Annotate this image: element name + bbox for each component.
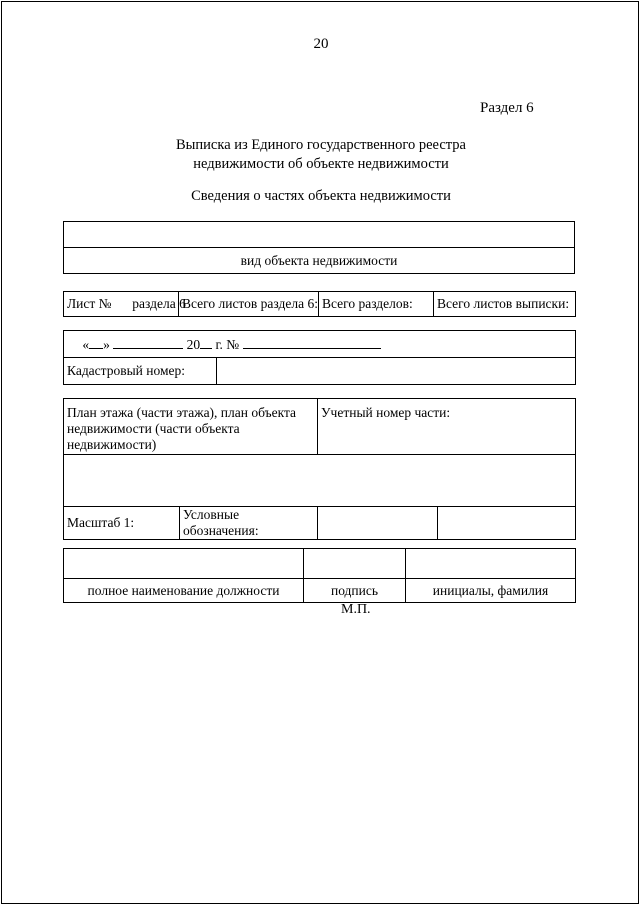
sheet-info-table bbox=[63, 291, 576, 317]
section-label: Раздел 6 bbox=[480, 100, 534, 116]
title-line-2: недвижимости об объекте недвижимости bbox=[193, 156, 449, 172]
plan-table bbox=[63, 398, 576, 540]
date-open-quote: « bbox=[82, 336, 90, 352]
name-field[interactable] bbox=[406, 549, 576, 579]
day-blank[interactable] bbox=[89, 336, 103, 349]
year-suffix: г. № bbox=[215, 336, 240, 352]
stamp-placeholder: М.П. bbox=[341, 602, 371, 617]
date-cadastral-table bbox=[63, 330, 576, 385]
name-label: инициалы, фамилия bbox=[406, 579, 576, 603]
document-title bbox=[2, 136, 640, 174]
scale-label[interactable]: Масштаб 1: bbox=[64, 507, 180, 540]
object-kind-label: вид объекта недвижимости bbox=[64, 248, 575, 274]
part-number-label[interactable]: Учетный номер части: bbox=[318, 399, 576, 455]
title-line-1: Выписка из Единого государственного реестра bbox=[176, 137, 466, 153]
date-row[interactable] bbox=[64, 331, 576, 358]
document-page bbox=[1, 1, 639, 904]
position-field[interactable] bbox=[64, 549, 304, 579]
legend-cell-2[interactable] bbox=[438, 507, 576, 540]
legend-label[interactable]: Условные обозначения: bbox=[180, 507, 318, 540]
year-prefix: 20 bbox=[186, 336, 201, 352]
cadastral-value[interactable] bbox=[217, 358, 576, 385]
legend-cell-1[interactable] bbox=[318, 507, 438, 540]
object-kind-field[interactable] bbox=[64, 222, 575, 248]
page-number: 20 bbox=[313, 36, 329, 52]
sheet-number-label: Лист № bbox=[67, 296, 112, 311]
position-label: полное наименование должности bbox=[64, 579, 304, 603]
object-kind-table bbox=[63, 221, 575, 274]
cadastral-label: Кадастровый номер: bbox=[64, 358, 217, 385]
date-close-quote: » bbox=[103, 336, 110, 352]
sheet-number-cell[interactable] bbox=[64, 292, 186, 317]
total-section-sheets-cell[interactable]: Всего листов раздела 6: bbox=[179, 292, 319, 317]
section-number-label: раздела 6 bbox=[132, 296, 186, 311]
plan-area[interactable] bbox=[64, 455, 576, 507]
plan-header: План этажа (части этажа), план объекта недвижимости (части объекта недвижимости) bbox=[64, 399, 318, 455]
document-subtitle: Сведения о частях объекта недвижимости bbox=[191, 188, 451, 204]
signature-label: подпись bbox=[304, 579, 406, 603]
signature-field[interactable] bbox=[304, 549, 406, 579]
year-blank[interactable] bbox=[200, 336, 212, 349]
month-blank[interactable] bbox=[113, 336, 183, 349]
total-extract-sheets-cell[interactable]: Всего листов выписки: bbox=[434, 292, 576, 317]
total-sections-cell[interactable]: Всего разделов: bbox=[319, 292, 434, 317]
number-blank[interactable] bbox=[243, 336, 381, 349]
signature-table bbox=[63, 548, 576, 603]
